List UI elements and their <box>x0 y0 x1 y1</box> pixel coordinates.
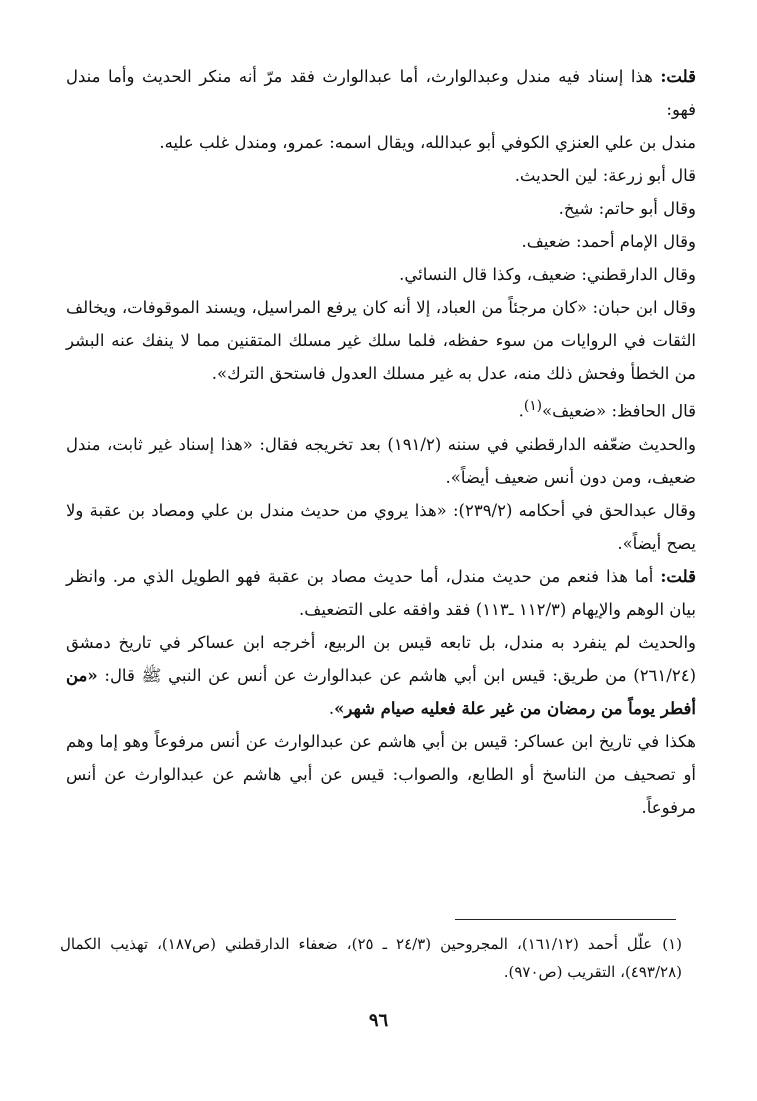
paragraph: وقال الإمام أحمد: ضعيف. <box>521 232 696 251</box>
footnote-separator <box>455 919 676 920</box>
paragraph: وقال أبو حاتم: شيخ. <box>558 199 696 218</box>
main-text <box>66 60 696 824</box>
footnote <box>60 930 682 986</box>
paragraph: قال أبو زرعة: لين الحديث. <box>514 166 696 185</box>
paragraph: هكذا في تاريخ ابن عساكر: قيس بن أبي هاشم عن عبدالوارث عن أنس مرفوعاً وهو إما وهم أو تصحيف من الناسخ أو الطابع، والصواب: قيس عن أبي هاشم عن عبدالوارث عن أنس مرفوعاً. <box>66 731 696 817</box>
paragraph: وقال عبدالحق في أحكامه (٢٣٩/٢): «هذا يروي من حديث مندل بن علي ومصاد بن عقبة ولا يصح أيضاً». <box>66 500 696 553</box>
page-number: ٩٦ <box>368 1010 389 1031</box>
paragraph: مندل بن علي العنزي الكوفي أبو عبدالله، ويقال اسمه: عمرو، ومندل غلب عليه. <box>159 133 696 152</box>
paragraph: قلت: أما هذا فنعم من حديث مندل، أما حديث مصاد بن عقبة فهو الطويل الذي مر. وانظر بيان الوهم والإيهام (١١٢/٣ ـ١١٣) فقد وافقه على التضعيف. <box>66 566 696 619</box>
qultu-label: قلت: <box>660 566 696 586</box>
paragraph: والحديث لم ينفرد به مندل، بل تابعه قيس بن الربيع، أخرجه ابن عساكر في تاريخ دمشق (٢٦١/٢٤) من طريق: قيس ابن أبي هاشم عن عبدالوارث عن أنس عن النبي ﷺ قال: «من أفطر يوماً من رمضان من غير علة فعليه صيام شهر». <box>66 632 696 718</box>
footnote-ref: (١) <box>523 398 542 414</box>
hadith-quote: «من أفطر يوماً من رمضان من غير علة فعليه صيام شهر» <box>66 665 696 718</box>
paragraph: قلت: هذا إسناد فيه مندل وعبدالوارث، أما عبدالوارث فقد مرّ أنه منكر الحديث وأما مندل فهو: <box>66 67 696 119</box>
paragraph: وقال ابن حبان: «كان مرجئاً من العباد، إلا أنه كان يرفع المراسيل، ويسند الموقوفات، ويخالف الثقات في الروايات من سوء حفظه، فلما سلك غير مسلك المتقنين مما لا ينفك عنه البشر من الخطأ وفحش ذلك منه، عدل به غير مسلك العدول فاستحق الترك». <box>66 298 696 383</box>
paragraph: قال الحافظ: «ضعيف»$^{(١)}$. <box>518 398 696 421</box>
footnote-number: (١) <box>662 935 682 953</box>
paragraph: وقال الدارقطني: ضعيف، وكذا قال النسائي. <box>399 265 696 284</box>
qultu-label: قلت: <box>660 67 696 86</box>
footnote-text: علّل أحمد (١٦١/١٢)، المجروحين (٢٤/٣ ـ ٢٥)، ضعفاء الدارقطني (ص١٨٧)، تهذيب الكمال (٤٩٣/٢٨)، التقريب (ص٩٧٠). <box>60 935 682 981</box>
paragraph: والحديث ضعّفه الدارقطني في سننه (١٩١/٢) بعد تخريجه فقال: «هذا إسناد غير ثابت، مندل ضعيف، ومن دون أنس ضعيف أيضاً». <box>66 434 697 487</box>
